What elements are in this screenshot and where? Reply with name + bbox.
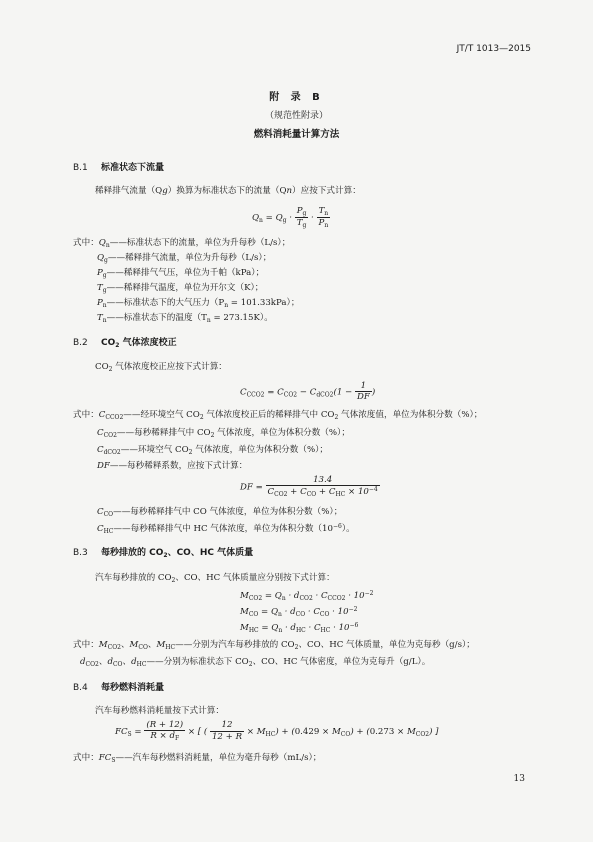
formula-mco: $M_{CO} = Q_n \cdot d_{CO} \cdot C_{CO} \cdot 10^{-2}$ (240, 606, 358, 618)
b2-def-cco2: 式中：$C_{CCO2}——$经环境空气 $CO_2$ 气体浓度校正后的稀释排气中 $CO_2$ 气体浓度值，单位为体积分数（%）； (73, 410, 483, 421)
b2-def-co2: $C_{CO2}——$每秒稀释排气中 $CO_2$ 气体浓度，单位为体积分数（%）； (97, 428, 350, 439)
formula-mco2: $M_{CO2} = Q_n \cdot d_{CO2} \cdot C_{CCO2} \cdot 10^{-2}$ (240, 590, 374, 602)
appendix-title: 附 录 B (269, 92, 324, 103)
formula-mhc: $M_{HC} = Q_n \cdot d_{HC} \cdot C_{HC} \cdot 10^{-6}$ (240, 622, 359, 634)
section-b4-intro: 汽车每秒燃料消耗量按下式计算： (95, 706, 224, 716)
formula-fcs: $FC_S$ = $\frac{(R + 12)}{R \times d_F}$ × [ ( $\frac{12}{12 + R}$ × $M_{HC}) + (0.429 \times M_{CO}) + (0.273 \times M_{CO2})$ ] (115, 720, 439, 743)
page-number: 13 (513, 774, 525, 784)
section-b2-heading: B.2 $CO_2$ 气体浓度校正 (73, 338, 177, 349)
standard-code: JT/T 1013—2015 (456, 44, 531, 54)
b1-def-tn: $T_n——$标准状态下的温度$(T_n = 273.15K)$。 (97, 313, 273, 324)
section-b1-intro: 稀释排气流量（Qg）换算为标准状态下的流量（Qn）应按下式计算： (95, 186, 361, 196)
b1-def-qn: 式中：$Q_n——$标准状态下的流量，单位为升每秒（L/s）； (73, 238, 291, 249)
b2-def-chc: $C_{HC}——$每秒稀释排气中 HC 气体浓度，单位为体积分数$(10^{-6})$。 (97, 523, 355, 535)
b2-def-dco2: $C_{dCO2}——$环境空气 $CO_2$ 气体浓度，单位为体积分数（%）； (97, 445, 329, 456)
formula-cco2: $C_{CCO2} = C_{CO2} - C_{dCO2}(1$ − $\frac{1}{DF}$ ) (240, 381, 376, 403)
b4-def-fcs: 式中：$FC_S——$汽车每秒燃料消耗量，单位为毫升每秒（mL/s）； (73, 753, 322, 764)
section-b4-heading: B.4 每秒燃料消耗量 (73, 683, 165, 693)
b1-def-pn: $P_n——$标准状态下的大气压力$(P_n = 101.33kPa)$； (97, 298, 300, 309)
b2-def-df: DF——每秒稀释系数，应按下式计算： (97, 461, 248, 471)
formula-df: DF = $\frac{13.4}{C_{CO2} + C_{CO} + C_{HC} \times 10^{-4}}$ (240, 475, 378, 499)
formula-qn: $Q_n = Q_g$ · $\frac{P_g}{T_g}$ · $\frac{T_n}{P_n}$ (252, 206, 329, 230)
section-b3-intro: 汽车每秒排放的 $CO_2$、CO、HC 气体质量应分别按下式计算： (95, 573, 335, 584)
b2-def-cco: $C_{CO}——$每秒稀释排气中 CO 气体浓度，单位为体积分数（%）； (97, 507, 343, 518)
b1-def-tg: $T_g——$稀释排气温度，单位为开尔文（K）； (97, 283, 264, 294)
b3-def-m: 式中：$M_{CO2}$、$M_{CO}$、$M_{HC}——$分别为汽车每秒排放的 $CO_2$、CO、HC 气体质量，单位为克每秒（g/s）； (73, 640, 475, 651)
appendix-name: 燃料消耗量计算方法 (253, 129, 340, 140)
section-b2-intro: $CO_2$ 气体浓度校正应按下式计算： (95, 362, 227, 373)
b1-def-qg: $Q_g——$稀释排气流量，单位为升每秒（L/s）； (97, 253, 272, 264)
section-b3-heading: B.3 每秒排放的 $CO_2$、CO、HC 气体质量 (73, 548, 254, 559)
b3-def-d: $d_{CO2}$、$d_{CO}$、$d_{HC}——$分别为标准状态下 $CO_2$、CO、HC 气体密度，单位为克每升（g/L）。 (80, 657, 431, 668)
appendix-kind: （规范性附录） (264, 111, 328, 121)
b1-def-pg: $P_g——$稀释排气气压，单位为千帕（kPa）； (97, 268, 265, 279)
section-b1-heading: B.1 标准状态下流量 (73, 163, 165, 173)
